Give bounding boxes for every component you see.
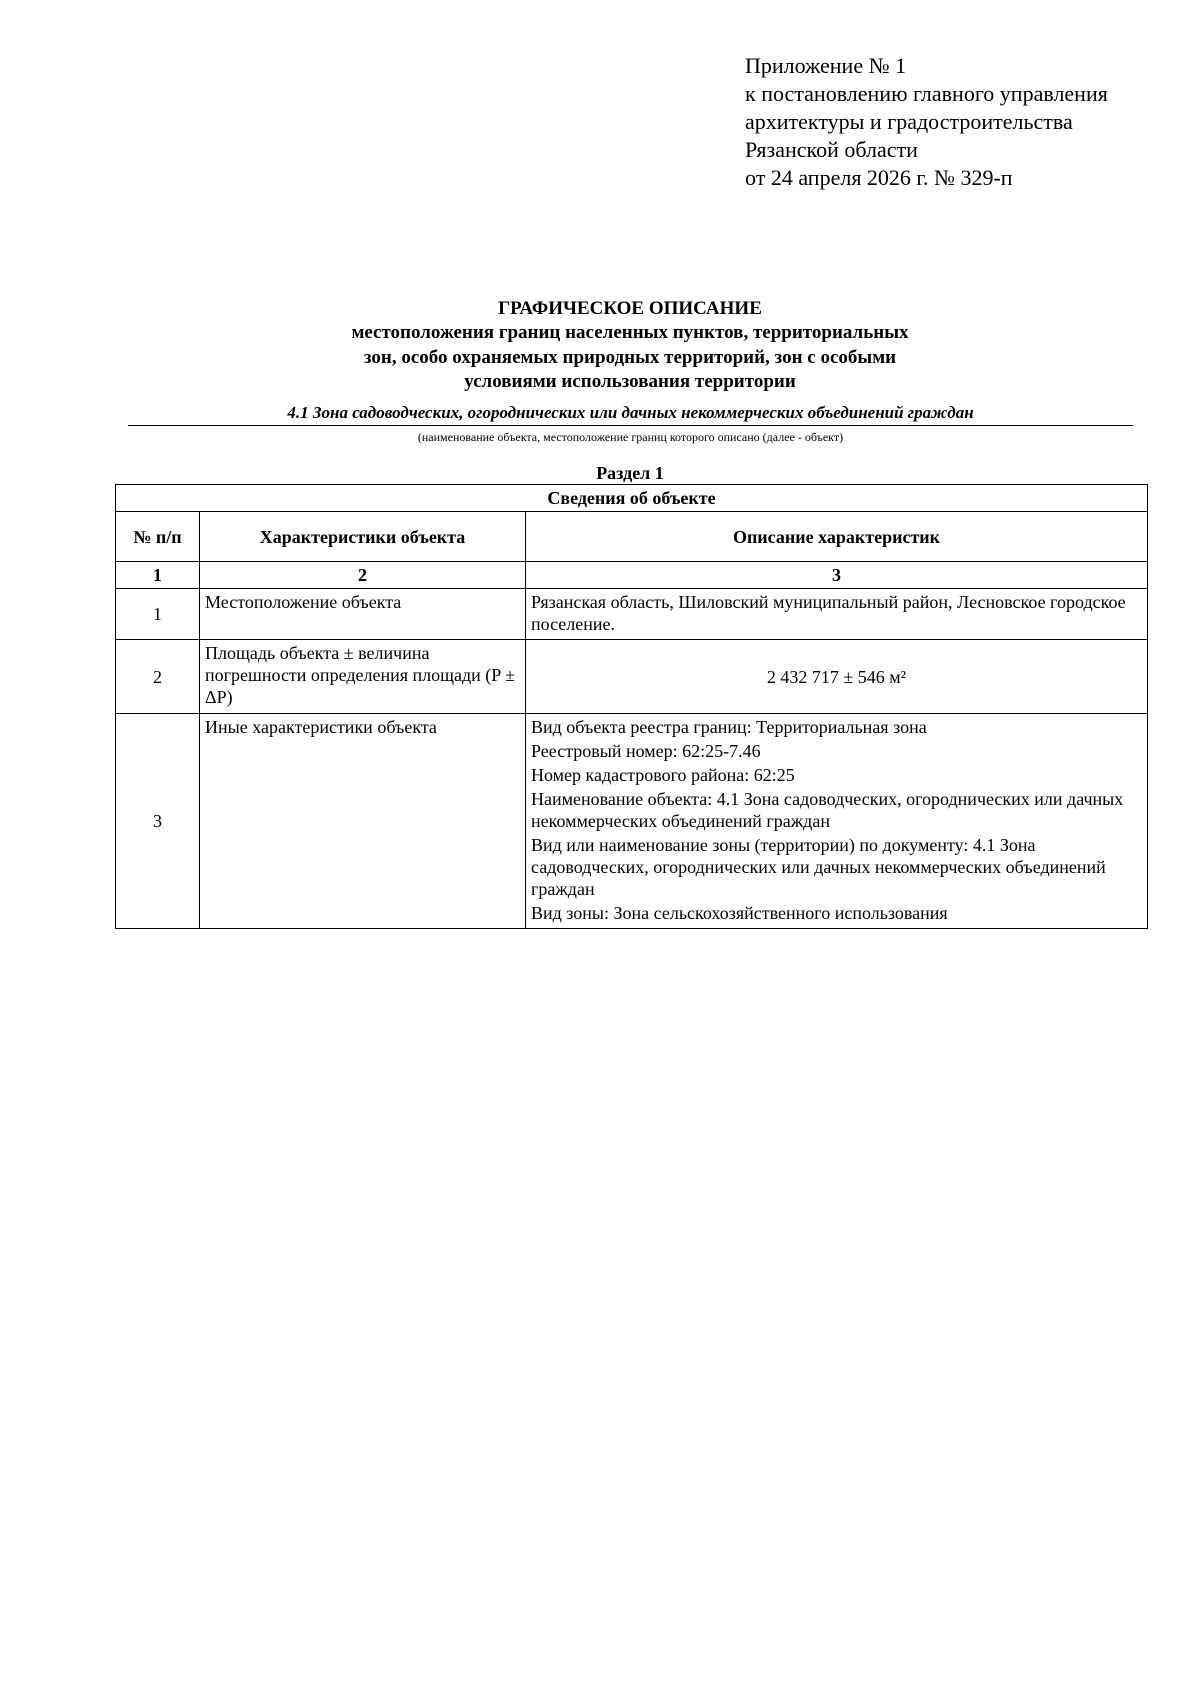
description-line: Вид объекта реестра границ: Территориальная зона xyxy=(531,717,927,737)
document-heading xyxy=(115,296,1145,395)
description-line: Вид зоны: Зона сельскохозяйственного использования xyxy=(531,903,948,923)
table-title-row xyxy=(116,485,1148,512)
table-row xyxy=(116,589,1148,640)
row-characteristic: Площадь объекта ± величина погрешности определения площади (P ± ΔP) xyxy=(200,640,526,714)
column-number-row xyxy=(116,562,1148,589)
appendix-line: Рязанской области xyxy=(745,137,918,162)
object-caption: (наименование объекта, местоположение границ которого описано (далее - объект) xyxy=(417,430,844,444)
column-number: 3 xyxy=(526,562,1148,589)
object-name: 4.1 Зона садоводческих, огороднических или дачных некоммерческих объединений граждан xyxy=(287,403,974,422)
document-title: ГРАФИЧЕСКОЕ ОПИСАНИЕ xyxy=(498,298,762,319)
header-num: № п/п xyxy=(116,512,200,562)
description-line: Вид или наименование зоны (территории) по документу: 4.1 Зона садоводческих, огороднических или дачных некоммерческих объединений граждан xyxy=(531,835,1106,899)
description-line: Реестровый номер: 62:25-7.46 xyxy=(531,741,761,761)
description-line: 2 432 717 ± 546 м² xyxy=(766,666,907,687)
document-subtitle-line: условиями использования территории xyxy=(464,371,796,392)
row-description xyxy=(526,714,1148,929)
description-line: Рязанская область, Шиловский муниципальный район, Лесновское городское поселение. xyxy=(531,592,1126,634)
header-characteristic: Характеристики объекта xyxy=(200,512,526,562)
document-subtitle-line: местоположения границ населенных пунктов, территориальных xyxy=(351,322,909,343)
appendix-line: к постановлению главного управления xyxy=(745,81,1108,106)
appendix-line: от 24 апреля 2026 г. № 329-п xyxy=(745,165,1013,190)
object-name-underline xyxy=(128,425,1133,426)
appendix-line: архитектуры и градостроительства xyxy=(745,109,1073,134)
column-number: 1 xyxy=(116,562,200,589)
row-characteristic: Местоположение объекта xyxy=(200,589,526,640)
appendix-block xyxy=(745,52,1185,192)
description-line: Наименование объекта: 4.1 Зона садоводческих, огороднических или дачных некоммерческих объединений граждан xyxy=(531,789,1124,831)
row-characteristic: Иные характеристики объекта xyxy=(200,714,526,929)
row-description xyxy=(526,589,1148,640)
table-title: Сведения об объекте xyxy=(116,485,1148,512)
table-row xyxy=(116,714,1148,929)
appendix-line: Приложение № 1 xyxy=(745,53,907,78)
section-title: Раздел 1 xyxy=(596,463,664,483)
row-num: 3 xyxy=(116,714,200,929)
header-description: Описание характеристик xyxy=(526,512,1148,562)
description-line: Номер кадастрового района: 62:25 xyxy=(531,765,795,785)
row-num: 1 xyxy=(116,589,200,640)
object-info-table xyxy=(115,484,1148,929)
document-subtitle-line: зон, особо охраняемых природных территорий, зон с особыми xyxy=(363,346,897,368)
row-description xyxy=(526,640,1148,714)
table-header-row xyxy=(116,512,1148,562)
row-num: 2 xyxy=(116,640,200,714)
column-number: 2 xyxy=(200,562,526,589)
table-row xyxy=(116,640,1148,714)
